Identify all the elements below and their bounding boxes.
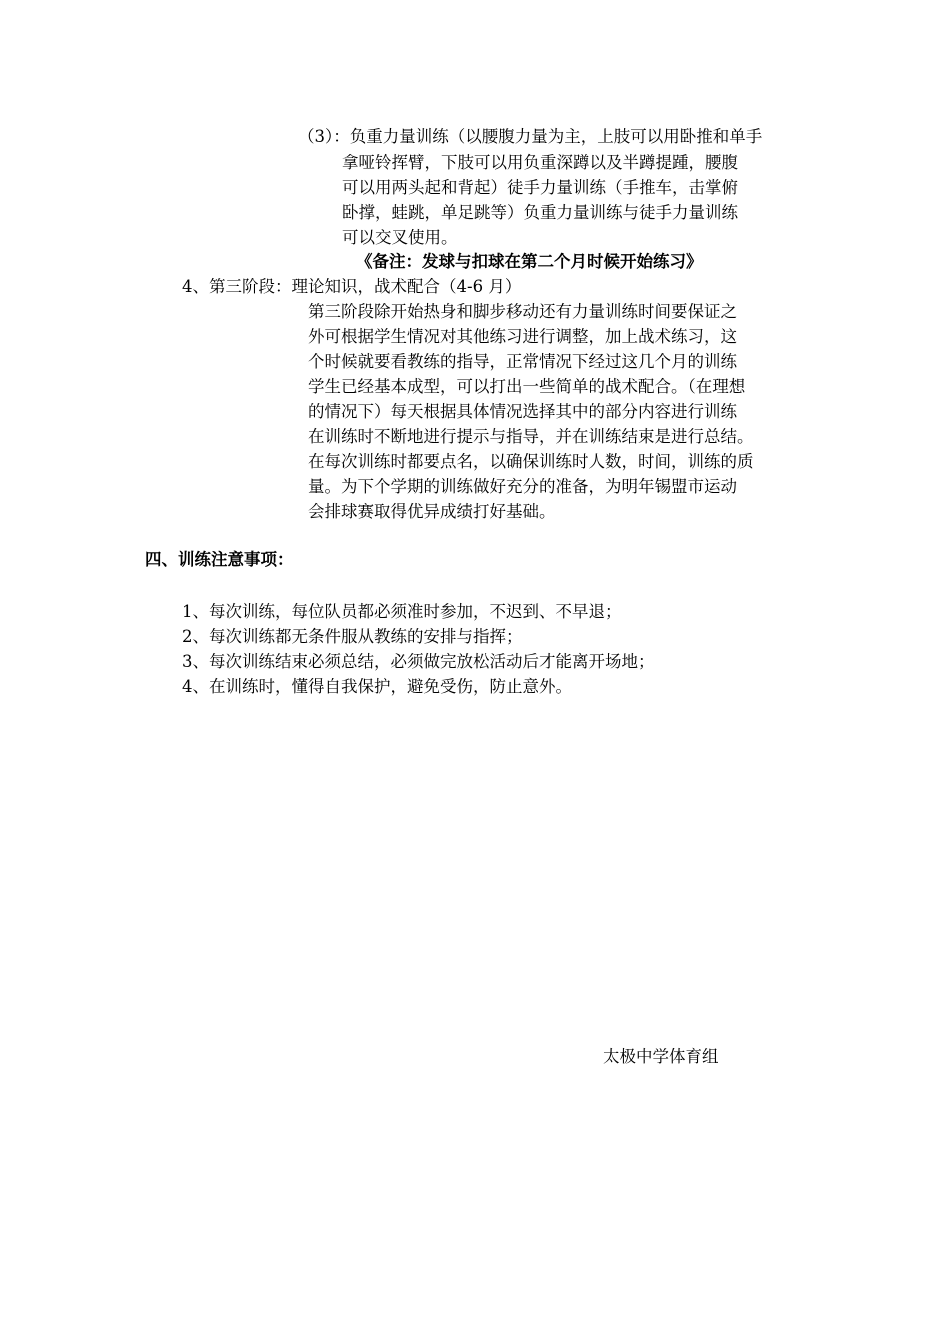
stage3-line-2: 外可根据学生情况对其他练习进行调整，加上战术练习，这 — [308, 327, 737, 346]
stage3-heading: 4、第三阶段：理论知识，战术配合（4-6 月） — [182, 277, 522, 296]
stage3-line-7: 在每次训练时都要点名，以确保训练时人数，时间，训练的质 — [308, 452, 754, 471]
section4-item-4: 4、在训练时，懂得自我保护，避免受伤，防止意外。 — [182, 677, 572, 696]
item3-line-5: 可以交叉使用。 — [342, 228, 458, 247]
section4-title: 四、训练注意事项： — [145, 550, 294, 569]
signature: 太极中学体育组 — [603, 1047, 719, 1066]
item3-line-3: 可以用两头起和背起）徒手力量训练（手推车，击掌俯 — [342, 178, 738, 197]
stage3-line-9: 会排球赛取得优异成绩打好基础。 — [308, 502, 556, 521]
section4-item-1: 1、每次训练，每位队员都必须准时参加，不迟到、不早退； — [182, 602, 622, 621]
section4-item-3: 3、每次训练结束必须总结，必须做完放松活动后才能离开场地； — [182, 652, 655, 671]
stage3-line-6: 在训练时不断地进行提示与指导，并在训练结束是进行总结。 — [308, 427, 754, 446]
section4-item-2: 2、每次训练都无条件服从教练的安排与指挥； — [182, 627, 523, 646]
remark-note: 《备注：发球与扣球在第二个月时候开始练习》 — [356, 252, 703, 271]
stage3-line-5: 的情况下）每天根据具体情况选择其中的部分内容进行训练 — [308, 402, 737, 421]
item3-line-1: （3）：负重力量训练（以腰腹力量为主，上肢可以用卧推和单手 — [298, 127, 763, 146]
item3-line-4: 卧撑，蛙跳，单足跳等）负重力量训练与徒手力量训练 — [342, 203, 738, 222]
stage3-line-1: 第三阶段除开始热身和脚步移动还有力量训练时间要保证之 — [308, 302, 737, 321]
stage3-line-3: 个时候就要看教练的指导，正常情况下经过这几个月的训练 — [308, 352, 737, 371]
stage3-line-8: 量。为下个学期的训练做好充分的准备，为明年锡盟市运动 — [308, 477, 737, 496]
stage3-line-4: 学生已经基本成型，可以打出一些简单的战术配合。（在理想 — [308, 377, 746, 396]
item3-line-2: 拿哑铃挥臂，下肢可以用负重深蹲以及半蹲提踵，腰腹 — [342, 153, 738, 172]
